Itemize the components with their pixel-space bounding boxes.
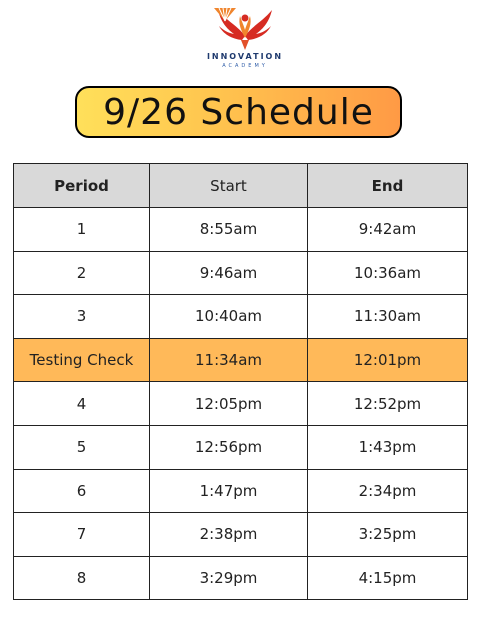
cell-end: 4:15pm	[308, 556, 468, 600]
table-row	[14, 295, 468, 339]
logo-text: INNOVATION	[206, 52, 284, 61]
cell-end: 10:36am	[308, 251, 468, 295]
cell-start: 12:56pm	[150, 425, 308, 469]
cell-period: Testing Check	[14, 338, 150, 382]
schedule-title: 9/26 Schedule	[103, 91, 374, 133]
academy-logo	[206, 6, 284, 86]
table-row	[14, 556, 468, 600]
cell-period: 3	[14, 295, 150, 339]
table-header-row	[14, 164, 468, 208]
table-row	[14, 469, 468, 513]
cell-end: 3:25pm	[308, 513, 468, 557]
table-row-highlighted	[14, 338, 468, 382]
header-period: Period	[14, 164, 150, 208]
cell-period: 5	[14, 425, 150, 469]
cell-period: 6	[14, 469, 150, 513]
cell-start: 2:38pm	[150, 513, 308, 557]
cell-period: 2	[14, 251, 150, 295]
cell-start: 9:46am	[150, 251, 308, 295]
logo-subtext: ACADEMY	[222, 63, 268, 69]
cell-period: 1	[14, 208, 150, 252]
schedule-table	[13, 163, 468, 600]
cell-end: 11:30am	[308, 295, 468, 339]
cell-end: 12:01pm	[308, 338, 468, 382]
cell-start: 1:47pm	[150, 469, 308, 513]
cell-end: 1:43pm	[308, 425, 468, 469]
cell-start: 3:29pm	[150, 556, 308, 600]
table-row	[14, 382, 468, 426]
cell-period: 7	[14, 513, 150, 557]
header-end: End	[308, 164, 468, 208]
sun-rays-icon	[212, 6, 238, 22]
table-row	[14, 251, 468, 295]
header-start: Start	[150, 164, 308, 208]
table-row	[14, 425, 468, 469]
cell-start: 11:34am	[150, 338, 308, 382]
cell-end: 12:52pm	[308, 382, 468, 426]
cell-end: 2:34pm	[308, 469, 468, 513]
cell-end: 9:42am	[308, 208, 468, 252]
cell-period: 8	[14, 556, 150, 600]
cell-start: 8:55am	[150, 208, 308, 252]
cell-start: 10:40am	[150, 295, 308, 339]
cell-period: 4	[14, 382, 150, 426]
table-row	[14, 208, 468, 252]
cell-start: 12:05pm	[150, 382, 308, 426]
table-row	[14, 513, 468, 557]
schedule-title-banner	[75, 86, 402, 138]
